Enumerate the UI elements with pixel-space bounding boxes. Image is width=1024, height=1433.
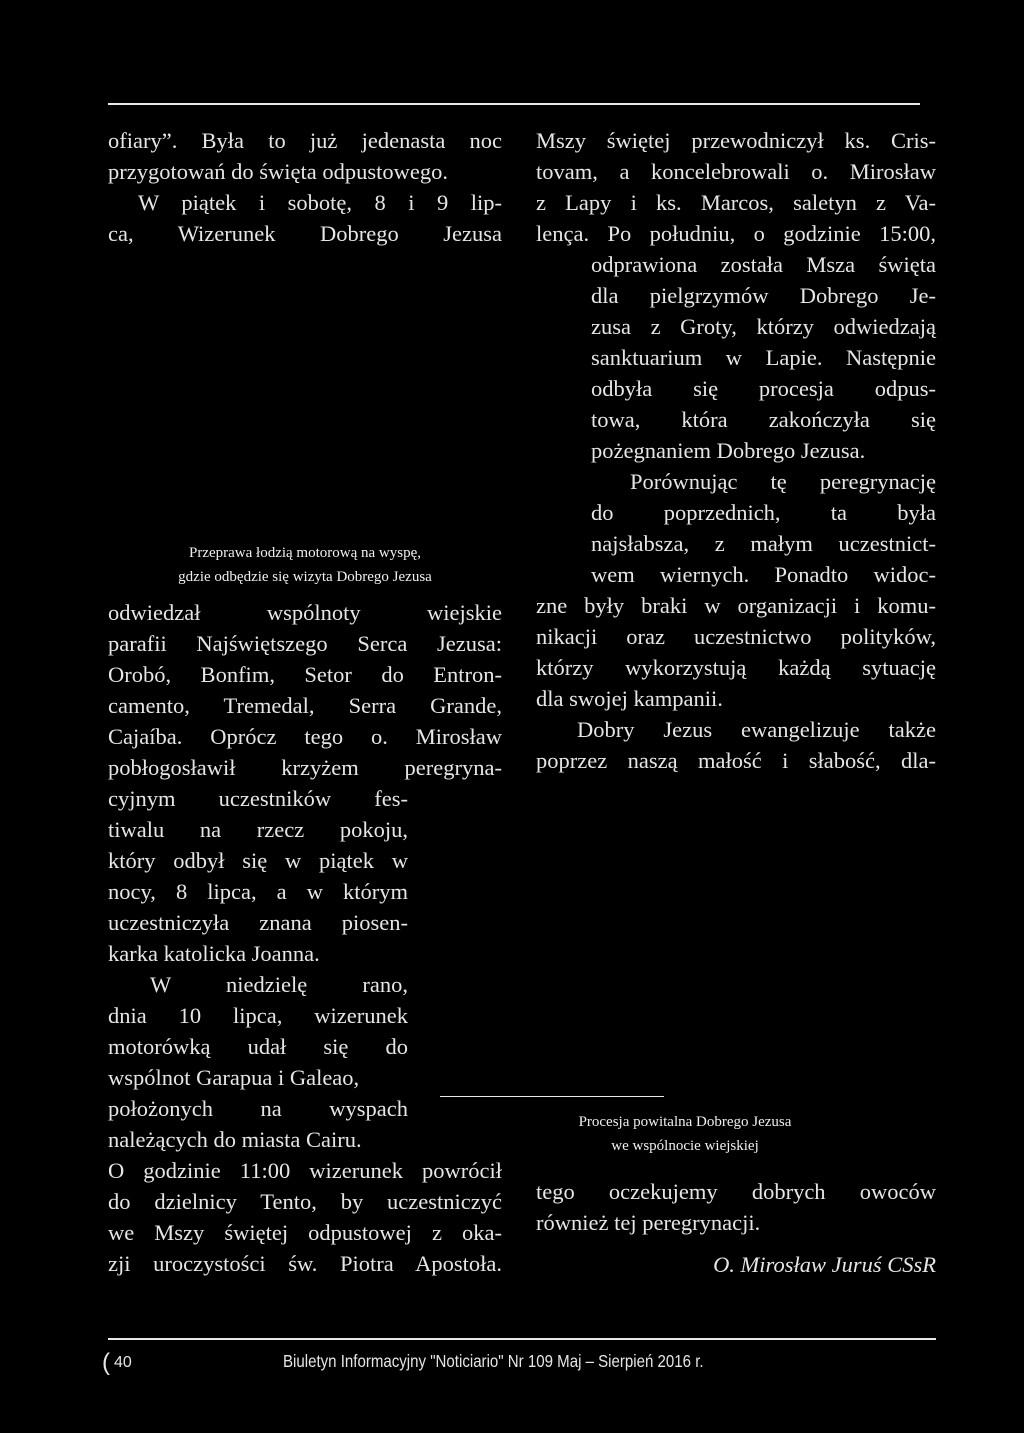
paragraph-line: najsłabsza, z małym uczestnict- <box>591 531 936 556</box>
paragraph-line: Orobó, Bonfim, Setor do Entron- <box>108 662 502 687</box>
paragraph-line: we Mszy świętej odpustowej z oka- <box>108 1220 502 1245</box>
paragraph-line: należących do miasta Cairu. <box>108 1127 362 1152</box>
paragraph-line: uczestniczyła znana piosen- <box>108 910 408 935</box>
paragraph-line: W niedzielę rano, <box>150 972 408 997</box>
paragraph-line: pobłogosławił krzyżem peregryna- <box>108 755 502 780</box>
paragraph-line: tiwalu na rzecz pokoju, <box>108 817 408 842</box>
paragraph-line: nocy, 8 lipca, a w którym <box>108 879 408 904</box>
caption-line: Przeprawa łodzią motorową na wyspę, <box>188 545 421 561</box>
page-number: 40 <box>114 1354 132 1371</box>
paragraph-line: odprawiona została Msza święta <box>591 252 936 277</box>
paragraph-line: camento, Tremedal, Serra Grande, <box>108 693 502 718</box>
paragraph-line: zji uroczystości św. Piotra Apostoła. <box>108 1251 502 1276</box>
paragraph-line: karka katolicka Joanna. <box>108 941 320 966</box>
paragraph-line: zusa z Groty, którzy odwiedzają <box>591 314 936 339</box>
paragraph-line: również tej peregrynacji. <box>536 1210 761 1235</box>
publication-title: Biuletyn Informacyjny "Noticiario" Nr 109 Maj – Sierpień 2016 r. <box>283 1351 704 1371</box>
paragraph-line: nikacji oraz uczestnictwo polityków, <box>536 624 936 649</box>
paragraph-line: Porównując tę peregrynację <box>630 469 936 494</box>
paragraph-line: dla swojej kampanii. <box>536 686 723 711</box>
paragraph-line: z Lapy i ks. Marcos, saletyn z Va- <box>536 190 936 215</box>
paragraph-line: parafii Najświętszego Serca Jezusa: <box>108 631 502 656</box>
caption-line: Procesja powitalna Dobrego Jezusa <box>578 1114 792 1130</box>
paragraph-line: dnia 10 lipca, wizerunek <box>108 1003 408 1028</box>
paragraph-line: cyjnym uczestników fes- <box>108 786 408 811</box>
paragraph-line: ca, Wizerunek Dobrego Jezusa <box>108 221 502 246</box>
caption-line: gdzie odbędzie się wizyta Dobrego Jezusa <box>178 569 432 585</box>
paragraph-line: Cajaíba. Oprócz tego o. Mirosław <box>108 724 502 749</box>
paragraph-line: dla pielgrzymów Dobrego Je- <box>591 283 936 308</box>
paragraph-line: O godzinie 11:00 wizerunek powrócił <box>108 1158 502 1183</box>
paragraph-line: którzy wykorzystują każdą sytuację <box>536 655 936 680</box>
paragraph-line: wspólnot Garapua i Galeao, <box>108 1065 360 1090</box>
paragraph-line: wem wiernych. Ponadto widoc- <box>591 562 936 587</box>
paragraph-line: Mszy świętej przewodniczył ks. Cris- <box>536 128 936 153</box>
page-number-bracket-icon: ( <box>102 1349 110 1376</box>
paragraph-line: tego oczekujemy dobrych owoców <box>536 1179 936 1204</box>
paragraph-line: zne były braki w organizacji i komu- <box>536 593 936 618</box>
bottom-rule <box>108 1338 936 1340</box>
paragraph-line: pożegnaniem Dobrego Jezusa. <box>591 438 866 463</box>
paragraph-line: motorówką udał się do <box>108 1034 408 1059</box>
top-rule <box>108 103 920 105</box>
caption-rule <box>440 1096 664 1097</box>
paragraph-line: poprzez naszą małość i słabość, dla- <box>536 748 936 773</box>
paragraph-line: tovam, a koncelebrowali o. Mirosław <box>536 159 936 184</box>
paragraph-line: W piątek i sobotę, 8 i 9 lip- <box>138 190 502 215</box>
caption-line: we wspólnocie wiejskiej <box>611 1138 759 1154</box>
paragraph-line: towa, która zakończyła się <box>591 407 936 432</box>
author-signature: O. Mirosław Juruś CSsR <box>713 1252 936 1277</box>
paragraph-line: do poprzednich, ta była <box>591 500 936 525</box>
paragraph-line: przygotowań do święta odpustowego. <box>108 159 448 184</box>
paragraph-line: Dobry Jezus ewangelizuje także <box>577 717 936 742</box>
paragraph-line: odbyła się procesja odpus- <box>591 376 936 401</box>
paragraph-line: odwiedzał wspólnoty wiejskie <box>108 600 502 625</box>
paragraph-line: ofiary”. Była to już jedenasta noc <box>108 128 502 153</box>
paragraph-line: lença. Po południu, o godzinie 15:00, <box>536 221 936 246</box>
paragraph-line: który odbył się w piątek w <box>108 848 408 873</box>
paragraph-line: do dzielnicy Tento, by uczestniczyć <box>108 1189 502 1214</box>
paragraph-line: położonych na wyspach <box>108 1096 408 1121</box>
paragraph-line: sanktuarium w Lapie. Następnie <box>591 345 936 370</box>
